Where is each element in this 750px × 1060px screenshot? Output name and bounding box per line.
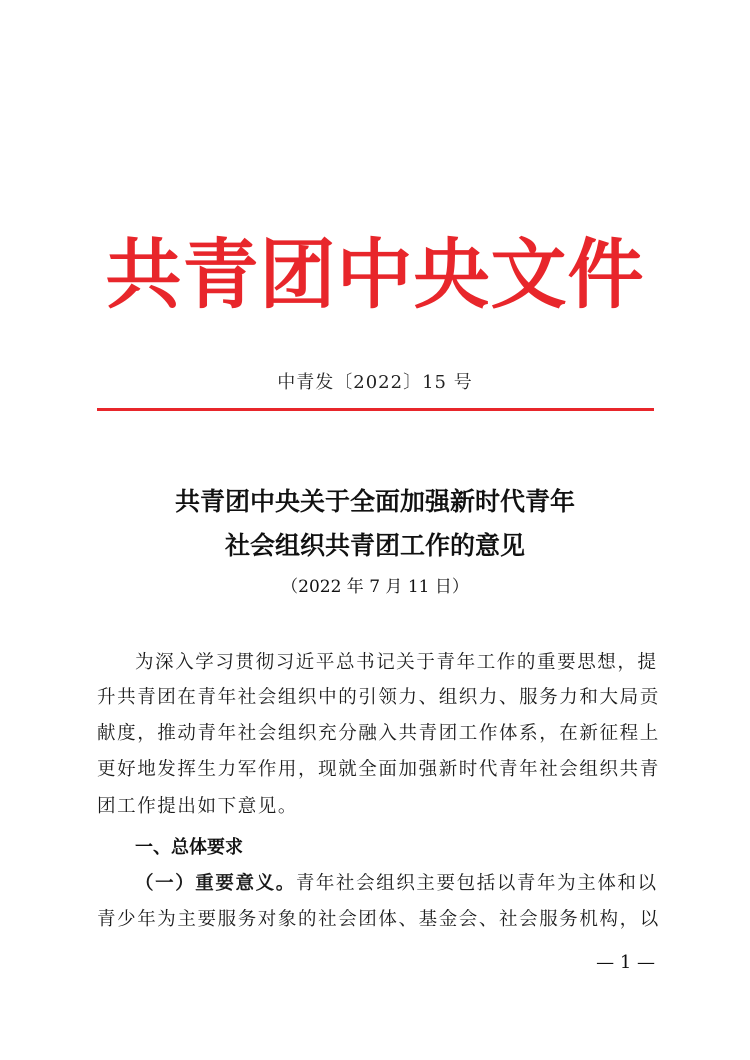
document-header-title: 共青团中央文件 bbox=[105, 230, 645, 319]
paragraph-line bbox=[135, 870, 657, 898]
paragraph-line: 青少年为主要服务对象的社会团体、基金会、社会服务机构，以 bbox=[97, 909, 660, 930]
sub-heading: （一）重要意义。 bbox=[135, 873, 296, 894]
paragraph-line: 更好地发挥生力军作用，现就全面加强新时代青年社会组织共青 bbox=[97, 759, 660, 780]
paragraph-line: 团工作提出如下意见。 bbox=[97, 796, 299, 817]
paragraph-line: 升共青团在青年社会组织中的引领力、组织力、服务力和大局贡 bbox=[97, 687, 660, 708]
document-title-line-1: 共青团中央关于全面加强新时代青年 bbox=[174, 487, 575, 516]
paragraph-line: 为深入学习贯彻习近平总书记关于青年工作的重要思想，提 bbox=[135, 652, 658, 673]
red-divider-line bbox=[97, 408, 654, 411]
document-date: （2022 年 7 月 11 日） bbox=[281, 577, 469, 597]
paragraph-line: 献度，推动青年社会组织充分融入共青团工作体系，在新征程上 bbox=[97, 723, 660, 744]
document-number: 中青发〔2022〕15 号 bbox=[277, 372, 473, 393]
document-title-line-2: 社会组织共青团工作的意见 bbox=[224, 531, 525, 560]
section-heading: 一、总体要求 bbox=[135, 837, 243, 858]
page-number: — 1 — bbox=[596, 952, 655, 973]
paragraph-text: 青年社会组织主要包括以青年为主体和以 bbox=[295, 873, 658, 894]
